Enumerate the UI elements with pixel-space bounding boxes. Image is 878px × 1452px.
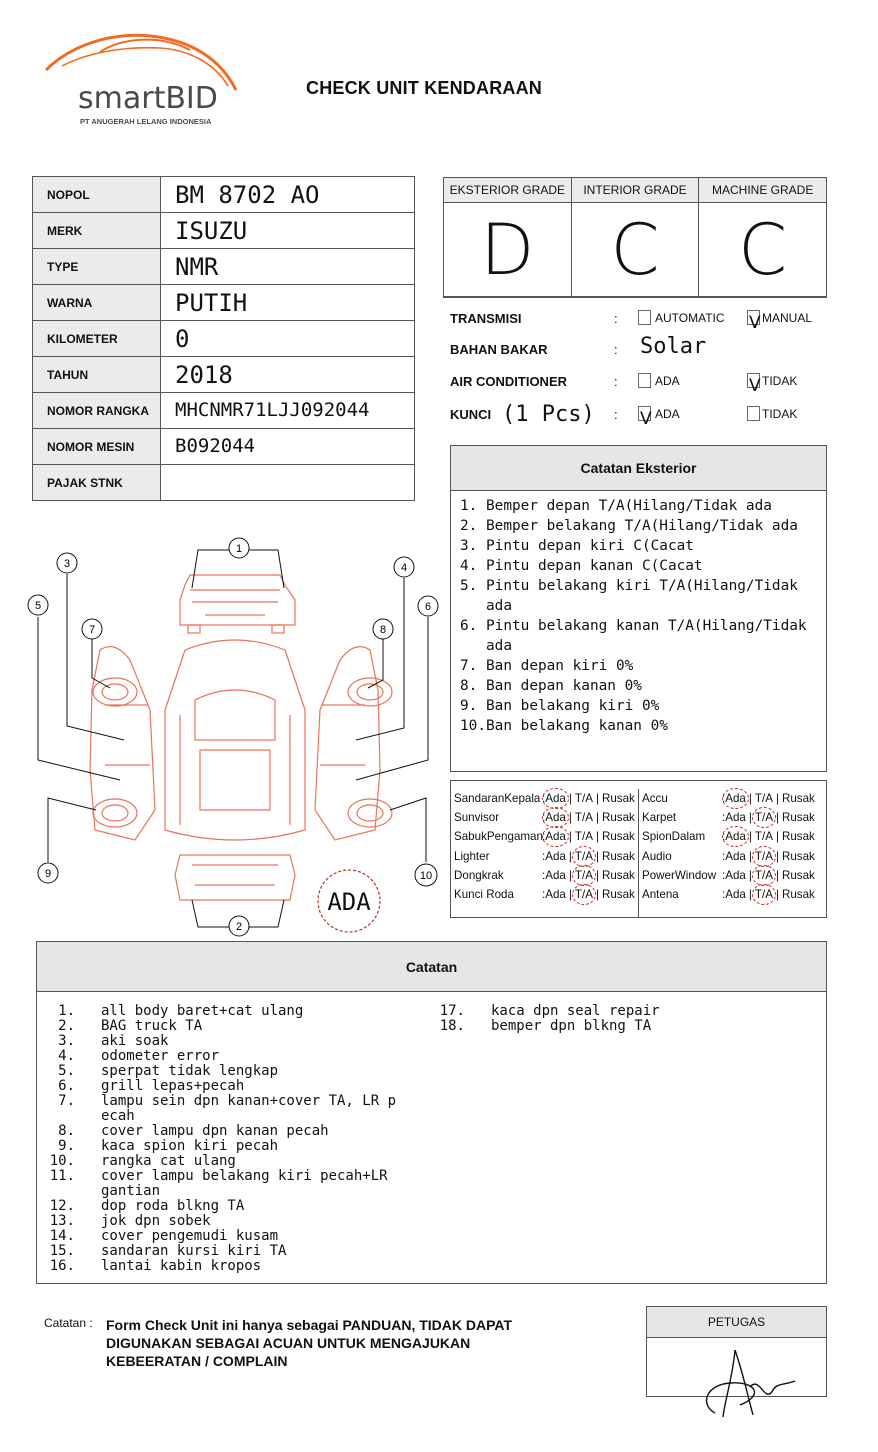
- accessory-options: [725, 811, 815, 824]
- row-type: [33, 249, 415, 285]
- specs-divider: [443, 297, 827, 298]
- ac-ada-checkbox[interactable]: [638, 373, 651, 388]
- option-separator: |: [595, 868, 599, 882]
- item-text: sandaran kursi kiri TA: [101, 1243, 287, 1259]
- list-item: [37, 1079, 420, 1094]
- item-text: sperpat tidak lengkap: [101, 1063, 279, 1079]
- row-nomor-mesin: [33, 429, 415, 465]
- accessory-options: [725, 830, 815, 843]
- item-number: 16.: [49, 1258, 75, 1274]
- accessory-name: SandaranKepala: [454, 792, 541, 806]
- accessory-option-ada[interactable]: Ada: [545, 849, 566, 863]
- accessory-option-rusak[interactable]: Rusak: [781, 849, 815, 863]
- item-number: 8.: [58, 1123, 75, 1139]
- option-separator: |: [748, 830, 752, 844]
- nomor-mesin-label: NOMOR MESIN: [33, 429, 161, 465]
- notes-list-right: [427, 1004, 810, 1034]
- accessory-option-rusak[interactable]: Rusak: [601, 849, 635, 863]
- item-number: 1.: [58, 1003, 75, 1019]
- item-number: 8.: [460, 678, 478, 694]
- accessory-row: [454, 808, 638, 827]
- row-nomor-rangka: [33, 393, 415, 429]
- accessory-colon: :: [722, 811, 726, 825]
- accessories-right-column: [638, 789, 826, 917]
- list-item: [37, 1214, 420, 1229]
- bahan-bakar-label: BAHAN BAKAR: [450, 342, 548, 357]
- item-number: 1.: [460, 498, 478, 514]
- accessory-option-rusak[interactable]: Rusak: [601, 830, 635, 844]
- nomor-rangka-label: NOMOR RANGKA: [33, 393, 161, 429]
- item-text: Bemper depan T/A(Hilang/Tidak ada: [486, 498, 772, 514]
- vehicle-info-table: [32, 176, 415, 501]
- accessory-row: [454, 789, 638, 808]
- machine-grade-label: MACHINE GRADE: [699, 178, 826, 203]
- accessory-colon: :: [722, 849, 726, 863]
- option-separator: |: [748, 888, 752, 902]
- item-number: 9.: [58, 1138, 75, 1154]
- item-number: 2.: [460, 518, 478, 534]
- list-item: [37, 1004, 420, 1019]
- accessory-colon: :: [542, 868, 546, 882]
- kunci-count: (1 Pcs): [502, 402, 595, 427]
- list-item: [460, 656, 826, 676]
- item-text: kaca dpn seal repair: [491, 1003, 660, 1019]
- accessory-option-ada[interactable]: Ada: [725, 792, 746, 806]
- item-number: 4.: [460, 558, 478, 574]
- item-text: Bemper belakang T/A(Hilang/Tidak ada: [486, 518, 798, 534]
- logo-text: smartBID: [78, 81, 218, 116]
- pajak-stnk-label: PAJAK STNK: [33, 465, 161, 501]
- logo-subtitle: PT ANUGERAH LELANG INDONESIA: [80, 117, 212, 126]
- item-number: 14.: [49, 1228, 75, 1244]
- notes-list-left: [37, 1004, 420, 1274]
- interior-grade: [572, 178, 700, 296]
- option-separator: |: [775, 830, 779, 844]
- item-number: 13.: [49, 1213, 75, 1229]
- item-text: rangka cat ulang: [101, 1153, 236, 1169]
- item-text: lantai kabin kropos: [101, 1258, 262, 1274]
- accessory-options: [545, 850, 635, 863]
- exterior-notes-list: [451, 491, 826, 736]
- accessory-row: [454, 827, 638, 846]
- accessory-name: PowerWindow: [642, 868, 717, 882]
- accessory-option-ada[interactable]: Ada: [725, 830, 746, 844]
- transmisi-manual-label: MANUAL: [762, 311, 813, 325]
- item-number: 11.: [49, 1168, 75, 1184]
- item-text: jok dpn sobek: [101, 1213, 211, 1229]
- item-number: 6.: [460, 618, 478, 634]
- accessory-option-ada[interactable]: Ada: [545, 792, 566, 806]
- marker-3: 3: [63, 558, 71, 570]
- notes-title: Catatan: [37, 942, 826, 992]
- item-number: 4.: [58, 1048, 75, 1064]
- ac-tidak-checkmark: V: [749, 376, 761, 396]
- item-number: 18.: [439, 1018, 465, 1034]
- interior-grade-value: C: [610, 208, 660, 291]
- option-separator: |: [748, 868, 752, 882]
- ada-stamp: ADA: [327, 888, 371, 916]
- exterior-grade-value: D: [480, 208, 535, 291]
- kunci-ada-checkmark: V: [640, 409, 652, 429]
- ac-tidak-label: TIDAK: [762, 374, 798, 388]
- list-item: [37, 1064, 420, 1079]
- item-text: aki soak: [101, 1033, 169, 1049]
- row-merk: [33, 213, 415, 249]
- list-item: [427, 1019, 810, 1034]
- item-number: 15.: [49, 1243, 75, 1259]
- type-label: TYPE: [33, 249, 161, 285]
- item-text: Pintu depan kiri C(Cacat: [486, 538, 694, 554]
- list-item: [37, 1169, 420, 1199]
- accessory-colon: :: [722, 888, 726, 902]
- option-separator: |: [568, 830, 572, 844]
- accessory-option-ta[interactable]: T/A: [574, 811, 593, 825]
- row-nopol: [33, 177, 415, 213]
- marker-1: 1: [235, 543, 243, 555]
- marker-4: 4: [400, 562, 408, 574]
- accessory-colon: :: [722, 868, 726, 882]
- nopol-value: BM 8702 AO: [161, 177, 415, 213]
- accessory-options: [545, 888, 635, 901]
- kunci-tidak-checkbox[interactable]: [747, 406, 760, 421]
- accessory-row: [642, 827, 826, 846]
- exterior-notes-title: Catatan Eksterior: [451, 446, 826, 491]
- bahan-bakar-colon: :: [614, 342, 618, 357]
- option-separator: |: [775, 868, 779, 882]
- option-separator: |: [775, 888, 779, 902]
- accessory-option-ada[interactable]: Ada: [545, 811, 566, 825]
- company-logo: [40, 28, 250, 128]
- nopol-label: NOPOL: [33, 177, 161, 213]
- item-text: lampu sein dpn kanan+cover TA, LR p ecah: [101, 1093, 397, 1124]
- accessory-name: Kunci Roda: [454, 888, 514, 902]
- item-number: 6.: [58, 1078, 75, 1094]
- type-value: NMR: [161, 249, 415, 285]
- item-text: grill lepas+pecah: [101, 1078, 245, 1094]
- nomor-rangka-value: MHCNMR71LJJ092044: [161, 393, 415, 429]
- item-text: cover pengemudi kusam: [101, 1228, 279, 1244]
- accessory-colon: :: [542, 792, 546, 806]
- list-item: [460, 616, 826, 656]
- accessory-options: [725, 850, 815, 863]
- accessory-row: [642, 866, 826, 885]
- kunci-label: KUNCI: [450, 407, 492, 422]
- list-item: [427, 1004, 810, 1019]
- option-separator: |: [595, 849, 599, 863]
- accessory-option-ta[interactable]: T/A: [574, 792, 593, 806]
- accessory-option-ta[interactable]: T/A: [574, 849, 593, 863]
- accessory-colon: :: [722, 830, 726, 844]
- item-number: 3.: [460, 538, 478, 554]
- tahun-label: TAHUN: [33, 357, 161, 393]
- option-separator: |: [595, 811, 599, 825]
- accessory-option-rusak[interactable]: Rusak: [601, 888, 635, 902]
- list-item: [460, 576, 826, 616]
- accessory-colon: :: [542, 888, 546, 902]
- item-number: 9.: [460, 698, 478, 714]
- option-separator: |: [568, 811, 572, 825]
- marker-5: 5: [34, 600, 42, 612]
- item-text: Ban belakang kiri 0%: [486, 698, 660, 714]
- machine-grade-value: C: [738, 208, 788, 291]
- exterior-notes-panel: [450, 445, 827, 772]
- row-warna: [33, 285, 415, 321]
- transmisi-automatic-checkbox[interactable]: [638, 310, 651, 325]
- accessory-option-rusak[interactable]: Rusak: [781, 811, 815, 825]
- marker-6: 6: [424, 601, 432, 613]
- item-number: 5.: [58, 1063, 75, 1079]
- item-text: Pintu belakang kanan T/A(Hilang/Tidak ada: [486, 618, 807, 654]
- option-separator: |: [568, 868, 572, 882]
- row-tahun: [33, 357, 415, 393]
- item-text: cover lampu belakang kiri pecah+LR gantian: [101, 1168, 388, 1199]
- transmisi-label: TRANSMISI: [450, 311, 522, 326]
- accessory-options: [725, 792, 815, 805]
- merk-label: MERK: [33, 213, 161, 249]
- row-pajak-stnk: [33, 465, 415, 501]
- accessory-colon: :: [542, 849, 546, 863]
- kunci-tidak-label: TIDAK: [762, 407, 798, 421]
- item-text: kaca spion kiri pecah: [101, 1138, 279, 1154]
- list-item: [37, 1049, 420, 1064]
- accessory-option-rusak[interactable]: Rusak: [781, 792, 815, 806]
- accessory-option-ada[interactable]: Ada: [545, 888, 566, 902]
- diagram-markers: [28, 538, 438, 936]
- accessory-row: [642, 885, 826, 904]
- marker-10: 10: [419, 870, 433, 882]
- petugas-label: PETUGAS: [647, 1307, 826, 1338]
- merk-value: ISUZU: [161, 213, 415, 249]
- option-separator: |: [568, 888, 572, 902]
- machine-grade: [699, 178, 826, 296]
- item-text: Pintu depan kanan C(Cacat: [486, 558, 703, 574]
- footer-disclaimer: Form Check Unit ini hanya sebagai PANDUAN, TIDAK DAPAT DIGUNAKAN SEBAGAI ACUAN UNTUK MENGAJUKAN KEBEERATAN / COMPLAIN: [106, 1317, 513, 1369]
- option-separator: |: [595, 792, 599, 806]
- accessory-row: [454, 885, 638, 904]
- transmisi-colon: :: [614, 311, 618, 326]
- accessory-name: Karpet: [642, 811, 677, 825]
- kilometer-value: 0: [161, 321, 415, 357]
- marker-2: 2: [235, 921, 243, 933]
- kunci-ada-label: ADA: [655, 407, 680, 421]
- list-item: [37, 1154, 420, 1169]
- accessory-option-rusak[interactable]: Rusak: [601, 792, 635, 806]
- transmisi-manual-checkmark: V: [749, 313, 761, 333]
- row-kilometer: [33, 321, 415, 357]
- list-item: [460, 716, 826, 736]
- item-text: all body baret+cat ulang: [101, 1003, 304, 1019]
- accessory-option-ada[interactable]: Ada: [545, 830, 566, 844]
- accessory-options: [545, 869, 635, 882]
- list-item: [460, 516, 826, 536]
- accessory-option-ada[interactable]: Ada: [725, 849, 746, 863]
- footer-label: Catatan :: [44, 1316, 93, 1330]
- list-item: [37, 1034, 420, 1049]
- ac-colon: :: [614, 374, 618, 389]
- option-separator: |: [748, 792, 752, 806]
- option-separator: |: [568, 849, 572, 863]
- option-separator: |: [568, 792, 572, 806]
- accessory-option-rusak[interactable]: Rusak: [601, 811, 635, 825]
- item-number: 10.: [460, 718, 486, 734]
- accessory-row: [642, 808, 826, 827]
- accessory-options: [725, 888, 815, 901]
- petugas-signature: [695, 1345, 805, 1420]
- list-item: [460, 696, 826, 716]
- nomor-mesin-value: B092044: [161, 429, 415, 465]
- car-outline: [90, 575, 392, 900]
- item-text: Ban belakang kanan 0%: [486, 718, 668, 734]
- list-item: [460, 496, 826, 516]
- marker-9: 9: [44, 868, 52, 880]
- option-separator: |: [595, 830, 599, 844]
- item-text: Ban depan kanan 0%: [486, 678, 642, 694]
- bahan-bakar-value: Solar: [640, 334, 707, 359]
- accessory-name: Sunvisor: [454, 811, 500, 825]
- accessory-option-rusak[interactable]: Rusak: [601, 868, 635, 882]
- accessory-row: [642, 789, 826, 808]
- accessory-option-ada[interactable]: Ada: [545, 868, 566, 882]
- accessory-option-rusak[interactable]: Rusak: [781, 830, 815, 844]
- accessories-panel: [450, 780, 827, 918]
- list-item: [37, 1199, 420, 1214]
- list-item: [37, 1094, 420, 1124]
- option-separator: |: [775, 792, 779, 806]
- accessory-name: Accu: [642, 792, 668, 806]
- accessory-name: Antena: [642, 888, 679, 902]
- warna-label: WARNA: [33, 285, 161, 321]
- item-text: cover lampu dpn kanan pecah: [101, 1123, 329, 1139]
- notes-panel: [36, 941, 827, 1284]
- accessory-row: [454, 847, 638, 866]
- list-item: [37, 1244, 420, 1259]
- marker-7: 7: [88, 624, 96, 636]
- accessory-option-ta[interactable]: T/A: [754, 868, 773, 882]
- accessory-option-ada[interactable]: Ada: [725, 888, 746, 902]
- accessory-option-rusak[interactable]: Rusak: [781, 888, 815, 902]
- item-number: 5.: [460, 578, 478, 594]
- accessory-option-ta[interactable]: T/A: [574, 888, 593, 902]
- list-item: [460, 556, 826, 576]
- warna-value: PUTIH: [161, 285, 415, 321]
- accessory-colon: :: [542, 830, 546, 844]
- pajak-stnk-value: [161, 465, 415, 501]
- ac-label: AIR CONDITIONER: [450, 374, 567, 389]
- tahun-value: 2018: [161, 357, 415, 393]
- accessory-row: [454, 866, 638, 885]
- accessory-options: [545, 830, 635, 843]
- item-text: BAG truck TA: [101, 1018, 203, 1034]
- accessory-option-ta[interactable]: T/A: [754, 811, 773, 825]
- accessory-option-ada[interactable]: Ada: [725, 868, 746, 882]
- item-number: 17.: [439, 1003, 465, 1019]
- list-item: [37, 1229, 420, 1244]
- list-item: [460, 676, 826, 696]
- item-text: dop roda blkng TA: [101, 1198, 245, 1214]
- item-number: 12.: [49, 1198, 75, 1214]
- accessory-option-ta[interactable]: T/A: [574, 830, 593, 844]
- option-separator: |: [748, 849, 752, 863]
- accessory-option-ada[interactable]: Ada: [725, 811, 746, 825]
- exterior-grade: [444, 178, 572, 296]
- transmisi-automatic-label: AUTOMATIC: [655, 311, 725, 325]
- accessory-name: Audio: [642, 849, 672, 863]
- accessory-option-ta[interactable]: T/A: [754, 849, 773, 863]
- item-number: 7.: [58, 1093, 75, 1109]
- car-damage-diagram: [20, 530, 450, 940]
- accessory-name: Dongkrak: [454, 868, 504, 882]
- accessory-options: [725, 869, 815, 882]
- option-separator: |: [775, 849, 779, 863]
- accessory-options: [545, 811, 635, 824]
- accessory-colon: :: [722, 792, 726, 806]
- accessory-name: SpionDalam: [642, 830, 706, 844]
- accessory-row: [642, 847, 826, 866]
- ac-ada-label: ADA: [655, 374, 680, 388]
- accessory-option-ta[interactable]: T/A: [754, 792, 773, 806]
- kunci-colon: :: [614, 407, 618, 422]
- item-text: bemper dpn blkng TA: [491, 1018, 652, 1034]
- item-text: odometer error: [101, 1048, 220, 1064]
- option-separator: |: [595, 888, 599, 902]
- marker-8: 8: [379, 624, 387, 636]
- item-number: 10.: [49, 1153, 75, 1169]
- accessory-colon: :: [542, 811, 546, 825]
- marker-leaders: [38, 550, 428, 927]
- exterior-grade-label: EKSTERIOR GRADE: [444, 178, 571, 203]
- accessory-option-ta[interactable]: T/A: [754, 888, 773, 902]
- page-title: CHECK UNIT KENDARAAN: [306, 78, 542, 98]
- accessory-name: Lighter: [454, 849, 490, 863]
- list-item: [37, 1019, 420, 1034]
- item-number: 7.: [460, 658, 478, 674]
- interior-grade-label: INTERIOR GRADE: [572, 178, 699, 203]
- kilometer-label: KILOMETER: [33, 321, 161, 357]
- list-item: [460, 536, 826, 556]
- accessory-option-rusak[interactable]: Rusak: [781, 868, 815, 882]
- list-item: [37, 1124, 420, 1139]
- accessory-name: SabukPengaman: [454, 830, 543, 844]
- accessory-option-ta[interactable]: T/A: [574, 868, 593, 882]
- item-text: Ban depan kiri 0%: [486, 658, 634, 674]
- option-separator: |: [748, 811, 752, 825]
- accessories-left-column: [451, 789, 638, 917]
- accessory-option-ta[interactable]: T/A: [754, 830, 773, 844]
- list-item: [37, 1259, 420, 1274]
- accessory-options: [545, 792, 635, 805]
- option-separator: |: [775, 811, 779, 825]
- item-number: 3.: [58, 1033, 75, 1049]
- list-item: [37, 1139, 420, 1154]
- item-number: 2.: [58, 1018, 75, 1034]
- item-text: Pintu belakang kiri T/A(Hilang/Tidak ada: [486, 578, 798, 614]
- grades-table: [443, 177, 827, 297]
